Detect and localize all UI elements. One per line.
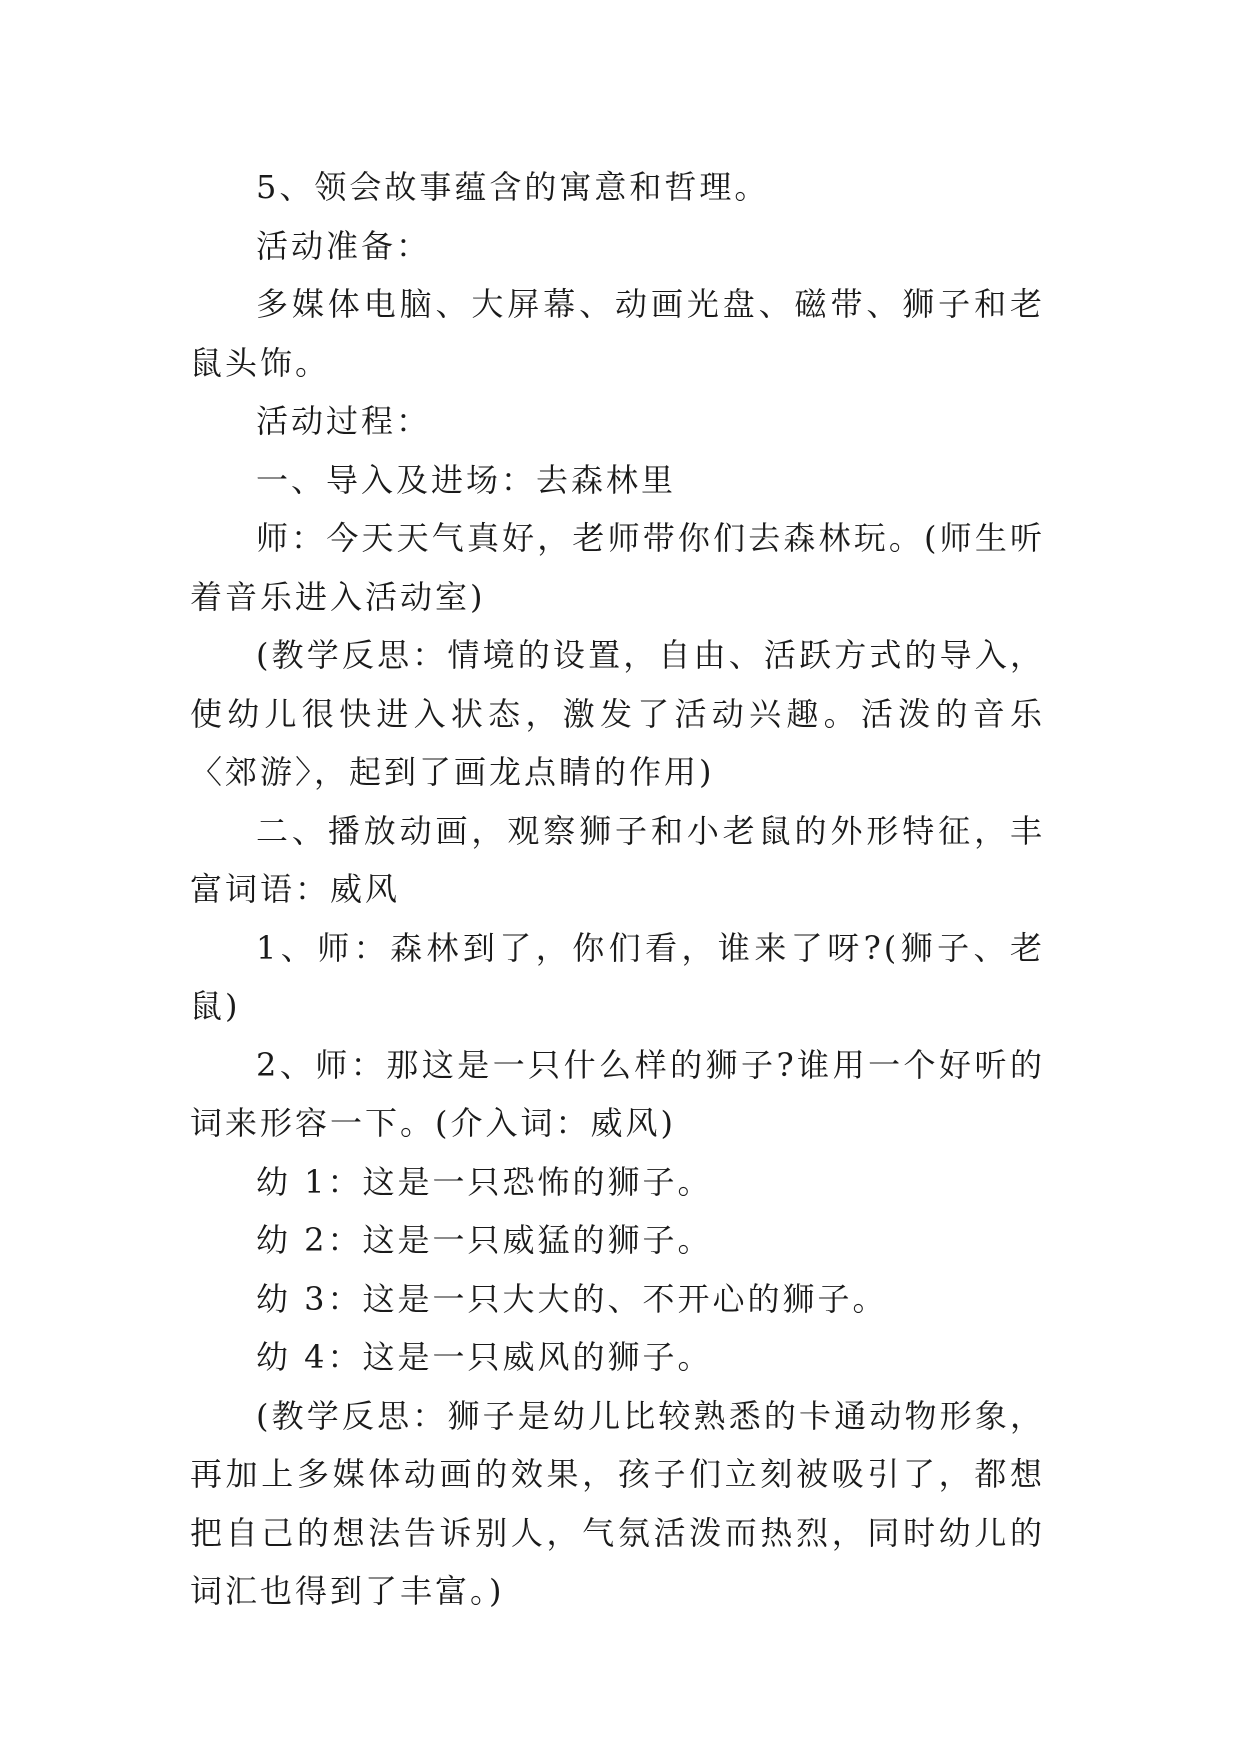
paragraph-step-2-title: 二、播放动画，观察狮子和小老鼠的外形特征，丰富词语：威风 <box>190 811 1045 908</box>
paragraph-reflection-1: (教学反思：情境的设置，自由、活跃方式的导入，使幼儿很快进入状态，激发了活动兴趣。活泼的音乐〈郊游〉，起到了画龙点睛的作用) <box>190 636 1045 791</box>
paragraph-child-answer-2: 幼 2：这是一只威猛的狮子。 <box>256 1221 713 1259</box>
paragraph-step-1-title: 一、导入及进场：去森林里 <box>256 460 677 499</box>
paragraph-reflection-2: (教学反思：狮子是幼儿比较熟悉的卡通动物形象，再加上多媒体动画的效果，孩子们立刻被吸引了，都想把自己的想法告诉别人，气氛活泼而热烈，同时幼儿的词汇也得到了丰富。) <box>190 1396 1045 1610</box>
paragraph-question-2: 2、师：那这是一只什么样的狮子?谁用一个好听的词来形容一下。(介入词：威风) <box>190 1045 1045 1142</box>
document-body <box>190 158 1045 1621</box>
heading-activity-process: 活动过程： <box>256 402 432 440</box>
heading-activity-preparation: 活动准备： <box>256 226 432 265</box>
paragraph-materials: 多媒体电脑、大屏幕、动画光盘、磁带、狮子和老鼠头饰。 <box>190 285 1045 382</box>
paragraph-child-answer-3: 幼 3：这是一只大大的、不开心的狮子。 <box>256 1279 888 1318</box>
paragraph-question-1: 1、师：森林到了，你们看，谁来了呀?(狮子、老鼠) <box>190 928 1045 1025</box>
paragraph-child-answer-1: 幼 1：这是一只恐怖的狮子。 <box>256 1162 713 1201</box>
paragraph-child-answer-4: 幼 4：这是一只威风的狮子。 <box>256 1338 713 1376</box>
paragraph-objective-5: 5、领会故事蕴含的寓意和哲理。 <box>256 168 770 206</box>
paragraph-teacher-intro: 师：今天天气真好，老师带你们去森林玩。(师生听着音乐进入活动室) <box>190 519 1045 616</box>
